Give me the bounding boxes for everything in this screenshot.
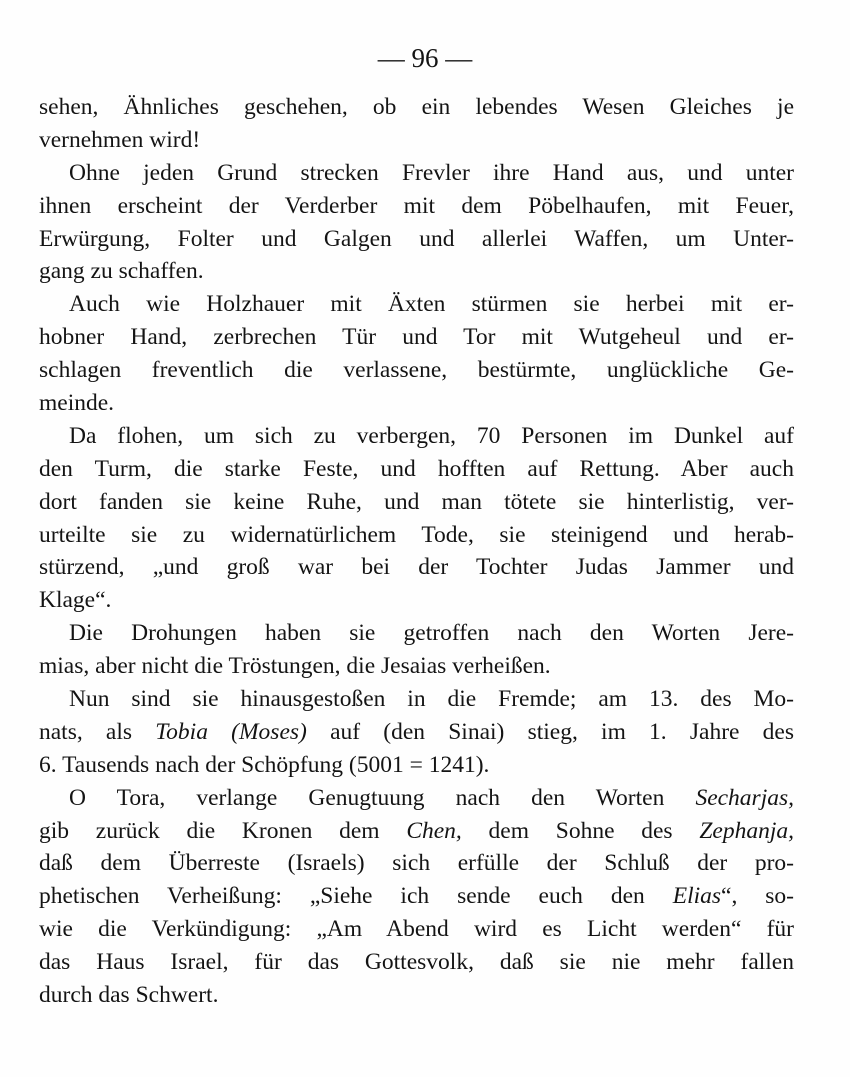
text-segment: Ohne jeden Grund strecken Frevler ihre Hand aus, und unter [69, 159, 794, 186]
page-number: — 96 — [377, 43, 473, 73]
text-line [39, 519, 794, 552]
text-segment: den Turm, die starke Feste, und hofften auf Rettung. Aber auch [39, 455, 794, 482]
italic-name: Chen, [406, 817, 462, 844]
italic-name: Secharjas, [695, 784, 794, 811]
paragraph-first-line [39, 617, 794, 650]
text-segment: dort fanden sie keine Ruhe, und man tötete sie hinterlistig, ver- [39, 488, 794, 515]
text-segment: das Haus Israel, für das Gottesvolk, daß sie nie mehr fallen [39, 949, 794, 976]
text-line [39, 453, 794, 486]
paragraph-first-line [39, 782, 794, 815]
text-segment: O Tora, verlange Genugtuung nach den Worten [69, 784, 696, 811]
text-line [39, 551, 794, 584]
text-line [39, 190, 794, 223]
text-line [39, 913, 794, 946]
body-text [39, 91, 794, 1012]
text-segment: gang zu schaffen. [39, 258, 204, 285]
italic-name: Zephanja, [699, 817, 794, 844]
text-segment: urteilte sie zu widernatürlichem Tode, sie steinigend und herab- [39, 521, 794, 548]
text-segment: schlagen freventlich die verlassene, bestürmte, unglückliche Ge- [39, 357, 794, 384]
text-segment: hobner Hand, zerbrechen Tür und Tor mit Wutgeheul und er- [39, 324, 794, 351]
text-segment: phetischen Verheißung: „Siehe ich sende euch den [39, 883, 673, 910]
text-segment: Klage“. [39, 587, 112, 614]
text-line [39, 650, 794, 683]
text-line [39, 486, 794, 519]
text-segment: vernehmen wird! [39, 126, 201, 153]
text-segment: durch das Schwert. [39, 982, 219, 1009]
text-segment: 6. Tausends nach der Schöpfung (5001 = 1241). [39, 751, 490, 778]
text-segment: gib zurück die Kronen dem [39, 817, 407, 844]
text-segment: Erwürgung, Folter und Galgen und allerlei Waffen, um Unter- [39, 225, 794, 252]
text-line [39, 979, 794, 1012]
text-segment: meinde. [39, 390, 115, 417]
text-segment: stürzend, „und groß war bei der Tochter Judas Jammer und [39, 554, 794, 581]
text-segment: “, so- [721, 883, 795, 910]
text-segment: Auch wie Holzhauer mit Äxten stürmen sie herbei mit er- [69, 291, 794, 318]
text-segment: auf (den Sinai) stieg, im 1. Jahre des [306, 718, 795, 745]
text-line [39, 124, 794, 157]
text-segment: dem Sohne des [461, 817, 700, 844]
text-segment: sehen, Ähnliches geschehen, ob ein lebendes Wesen Gleiches je [39, 94, 794, 120]
text-segment: ihnen erscheint der Verderber mit dem Pöbelhaufen, mit Feuer, [39, 192, 794, 219]
text-line [39, 749, 794, 782]
text-line [39, 880, 794, 913]
text-line [39, 354, 794, 387]
text-segment: nats, als [39, 718, 156, 745]
text-line [39, 847, 794, 880]
text-segment: wie die Verkündigung: „Am Abend wird es Licht werden“ für [39, 916, 794, 943]
italic-name: Elias [672, 883, 722, 910]
text-line [39, 946, 794, 979]
text-segment: Nun sind sie hinausgestoßen in die Fremde; am 13. des Mo- [69, 686, 794, 713]
text-line [39, 716, 794, 749]
text-segment: Da flohen, um sich zu verbergen, 70 Personen im Dunkel auf [69, 422, 794, 449]
italic-name: Tobia (Moses) [155, 718, 307, 745]
paragraph-first-line [39, 420, 794, 453]
text-line [39, 91, 794, 124]
text-line [39, 223, 794, 256]
text-segment: Die Drohungen haben sie getroffen nach den Worten Jere- [69, 620, 794, 647]
text-line [39, 321, 794, 354]
paragraph-first-line [39, 157, 794, 190]
text-segment: daß dem Überreste (Israels) sich erfülle der Schluß der pro- [39, 850, 794, 877]
paragraph-first-line [39, 683, 794, 716]
paragraph-first-line [39, 288, 794, 321]
text-segment: mias, aber nicht die Tröstungen, die Jesaias verheißen. [39, 653, 551, 680]
text-line [39, 255, 794, 288]
text-line [39, 387, 794, 420]
text-line [39, 584, 794, 617]
text-line [39, 815, 794, 848]
